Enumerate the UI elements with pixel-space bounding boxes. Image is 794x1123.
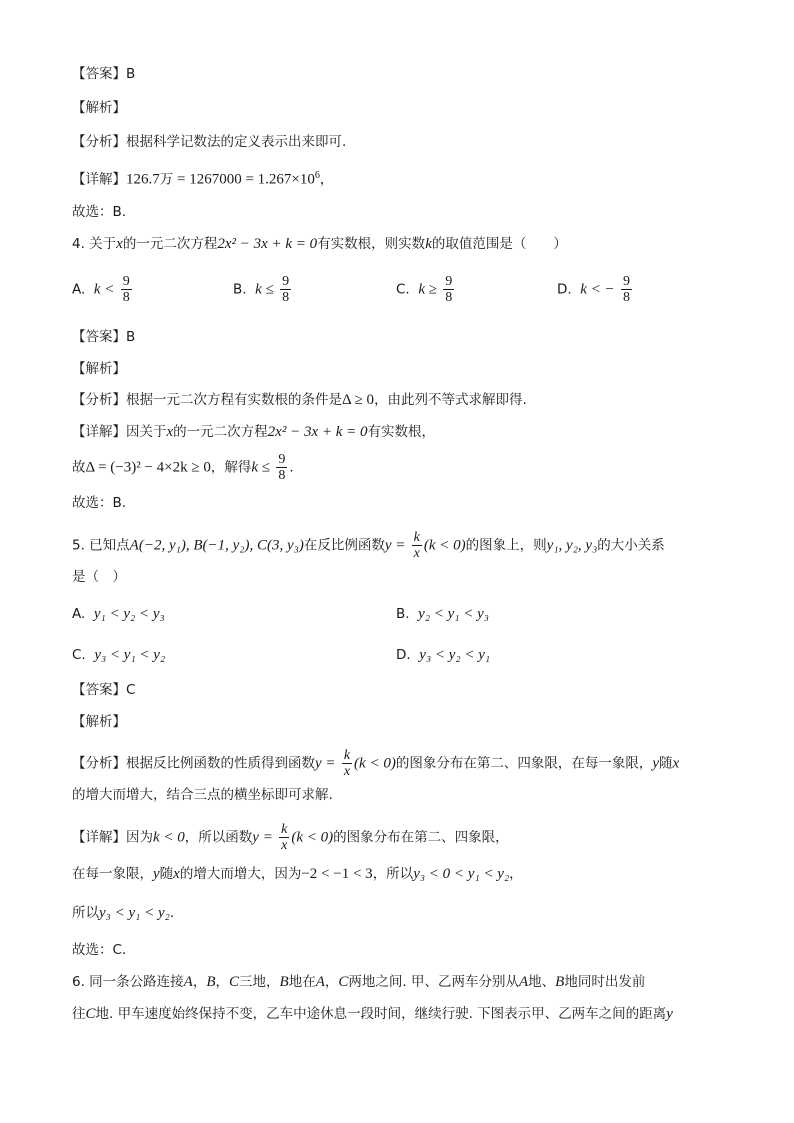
q4-xj-c: 有实数根， <box>367 424 436 440</box>
q4-option-c-label: C. <box>396 281 410 298</box>
q5-stem <box>72 530 665 561</box>
q4-xj-b: 的一元二次方程 <box>173 424 268 440</box>
q5-fenxi <box>72 748 679 779</box>
q4-xj-eq: 2x² − 3x + k = 0 <box>267 424 368 440</box>
q3-analysis-header: 【解析】 <box>72 100 126 116</box>
q5-fx-x: x <box>672 755 680 772</box>
q4-l2-end: . <box>289 459 294 476</box>
q3-xiangjie-label: 【详解】 <box>72 171 126 188</box>
q6-B: B <box>206 974 216 990</box>
q5-option-c-label: C. <box>72 647 86 663</box>
q5-l2-y: y <box>153 866 160 882</box>
q5-xj-b: ，所以函数 <box>184 829 253 846</box>
q6-A: A <box>183 974 193 990</box>
q5-analysis-header: 【解析】 <box>72 714 126 730</box>
q4-option-a-rel: k < <box>93 281 115 298</box>
q3-choice: 故选：B. <box>72 204 127 220</box>
q4-xj-a: 【详解】因关于 <box>72 424 167 440</box>
q4-choice: 故选：B. <box>72 495 127 511</box>
q3-val: 126.7 <box>126 171 160 188</box>
q5-l3-a: 所以 <box>72 905 99 921</box>
q5-stem-pts: A(−2, y₁), B(−1, y₂), C(3, y₃) <box>129 537 304 554</box>
q5-xiangjie-line3 <box>72 903 174 923</box>
q6-l1-e: 两地之间. 甲、乙两车分别从 <box>348 974 519 990</box>
q5-option-a-label: A. <box>72 606 86 622</box>
q4-l2-eq: Δ = (−3)² − 4×2k ≥ 0 <box>85 459 211 476</box>
q4-option-b-rel: k ≤ <box>255 281 274 298</box>
q5-stem-b: 在反比例函数 <box>303 537 385 554</box>
q5-fx-cond: (k < 0) <box>354 755 396 772</box>
q5-xj-a: 【详解】因为 <box>72 829 153 846</box>
q4-stem-mid2: 有实数根，则实数 <box>317 236 426 252</box>
q5-xj-cond: (k < 0) <box>291 829 334 846</box>
q6-l2-a: 往 <box>72 1006 86 1022</box>
q5-xj-fn: y = <box>252 829 273 846</box>
q4-fenxi-a: 【分析】根据一元二次方程有实数根的条件是 <box>72 392 342 408</box>
q5-fx-a: 【分析】根据反比例函数的性质得到函数 <box>72 755 315 772</box>
q4-stem-k: k <box>425 236 432 252</box>
q5-choice: 故选：C. <box>72 942 127 958</box>
q5-stem-line2: 是（ ） <box>72 569 126 585</box>
q5-xj-frac: $\frac{k}{x}$ <box>281 822 288 853</box>
q5-answer: 【答案】C <box>72 682 136 698</box>
q5-l2-b: 随 <box>159 866 174 882</box>
q6-A2: A <box>315 974 325 990</box>
q5-l2-e: ， <box>509 866 523 882</box>
q4-option-d-frac: $\frac{9}{8}$ <box>622 274 630 305</box>
q4-analysis-header: 【解析】 <box>72 361 126 377</box>
q6-l1-g: 地同时出发前 <box>564 974 646 990</box>
q5-option-a[interactable] <box>72 604 165 624</box>
q5-option-c[interactable] <box>72 645 165 665</box>
q5-l2-res: y₃ < 0 < y₁ < y₂ <box>413 866 510 882</box>
q5-xj-c: 的图象分布在第二、四象限， <box>333 829 509 846</box>
q5-fx-c: 随 <box>659 755 673 772</box>
q4-l2-rel: k ≤ <box>251 459 271 476</box>
q5-option-d-label: D. <box>396 647 411 663</box>
q6-stem-line1 <box>72 972 645 992</box>
q6-C: C <box>229 974 240 990</box>
q5-stem-vars: y₁, y₂, y₃ <box>546 537 598 554</box>
q5-xj-k: k < 0 <box>153 829 185 846</box>
q6-l1-b: 三地， <box>239 974 280 990</box>
q5-option-c-text: y₃ < y₁ < y₂ <box>94 647 166 663</box>
q5-option-b[interactable] <box>396 604 489 624</box>
q5-fx-b: 的图象分布在第二、四象限，在每一象限， <box>395 755 653 772</box>
q6-B3: B <box>555 974 565 990</box>
q3-xiangjie <box>72 166 333 190</box>
q6-A3: A <box>518 974 529 990</box>
q5-stem-a: 5. 已知点 <box>72 537 130 554</box>
q6-sep1: ， <box>192 974 207 990</box>
q6-sep2: ， <box>215 974 230 990</box>
q4-stem <box>72 234 567 254</box>
q5-l3-res: y₃ < y₁ < y₂ <box>99 905 170 921</box>
q6-l1-d: ， <box>324 974 339 990</box>
q4-fenxi-cond: Δ ≥ 0 <box>342 392 375 408</box>
q4-l2-b: ，解得 <box>210 459 252 476</box>
q5-xiangjie-line2 <box>72 864 523 884</box>
q4-stem-suffix: 的取值范围是（ ） <box>431 236 567 252</box>
q4-option-b-label: B. <box>233 281 247 298</box>
q3-wan: 万 <box>159 171 174 188</box>
q5-option-b-text: y₂ < y₁ < y₃ <box>418 606 490 622</box>
q4-option-d[interactable] <box>557 274 634 305</box>
q4-fenxi-b: ，由此列不等式求解即得. <box>374 392 527 408</box>
q4-l2-frac: $\frac{9}{8}$ <box>278 452 286 483</box>
q4-option-b[interactable] <box>233 274 293 305</box>
q6-l1-f: 地、 <box>528 974 556 990</box>
q5-l2-x: x <box>173 866 180 882</box>
q6-l1-c: 地在 <box>288 974 316 990</box>
q5-l2-c: 的增大而增大，因为 <box>179 866 302 882</box>
q5-stem-fn: y = <box>384 537 406 554</box>
q4-xj-x: x <box>166 424 174 440</box>
q5-option-d-text: y₃ < y₂ < y₁ <box>419 647 491 663</box>
q5-option-b-label: B. <box>396 606 410 622</box>
q5-l2-d: ，所以 <box>372 866 414 882</box>
q6-C2: C <box>338 974 349 990</box>
q4-option-a-label: A. <box>72 281 86 298</box>
q5-fx-frac: $\frac{k}{x}$ <box>343 748 351 779</box>
q4-option-c-rel: k ≥ <box>418 281 437 298</box>
q4-option-a[interactable] <box>72 274 134 305</box>
q4-option-c-frac: $\frac{9}{8}$ <box>445 274 453 305</box>
q6-C3: C <box>85 1006 96 1022</box>
q6-stem-line2 <box>72 1004 673 1024</box>
q5-fx-y: y <box>652 755 659 772</box>
q3-end: ， <box>319 171 334 188</box>
q4-option-d-rel: k < − <box>580 281 615 298</box>
q3-eq: = 1267000 = 1.267×10 <box>173 171 315 188</box>
q4-option-c[interactable] <box>396 274 456 305</box>
q5-fx-fn: y = <box>315 755 336 772</box>
q3-exp: 6 <box>314 170 320 181</box>
q6-y: y <box>666 1006 673 1022</box>
q4-l2-a: 故 <box>72 459 86 476</box>
q6-l2-b: 地. 甲车速度始终保持不变，乙车中途休息一段时间，继续行驶. 下图表示甲、乙两车之间的距离 <box>95 1006 667 1022</box>
q3-answer: 【答案】B <box>72 66 136 82</box>
q5-stem-d: 的大小关系 <box>597 537 665 554</box>
q5-fenxi-line2: 的增大而增大，结合三点的横坐标即可求解. <box>72 787 333 803</box>
q4-option-a-frac: $\frac{9}{8}$ <box>122 274 130 305</box>
q4-stem-x: x <box>116 236 123 252</box>
q5-l2-ineq: −2 < −1 < 3 <box>301 866 373 882</box>
q5-l3-b: . <box>169 905 175 921</box>
q5-l2-a: 在每一象限， <box>72 866 153 882</box>
q5-stem-cond: (k < 0) <box>423 537 466 554</box>
q4-xiangjie-line2 <box>72 452 294 483</box>
q6-l1-a: 6. 同一条公路连接 <box>72 974 184 990</box>
q5-xiangjie <box>72 822 509 853</box>
q5-stem-frac: $\frac{k}{x}$ <box>413 530 420 561</box>
q4-xiangjie <box>72 422 435 442</box>
q5-option-a-text: y₁ < y₂ < y₃ <box>93 606 165 622</box>
q4-fenxi <box>72 390 527 410</box>
q4-answer: 【答案】B <box>72 329 136 345</box>
q4-stem-mid: 的一元二次方程 <box>122 236 218 252</box>
q4-option-d-label: D. <box>557 281 572 298</box>
q5-stem-c: 的图象上，则 <box>465 537 547 554</box>
q4-option-b-frac: $\frac{9}{8}$ <box>282 274 290 305</box>
q3-fenxi: 【分析】根据科学记数法的定义表示出来即可. <box>72 134 347 150</box>
q4-stem-prefix: 4. 关于 <box>72 236 117 252</box>
q4-stem-eq: 2x² − 3x + k = 0 <box>217 236 318 252</box>
q6-B2: B <box>279 974 289 990</box>
q5-option-d[interactable] <box>396 645 490 665</box>
